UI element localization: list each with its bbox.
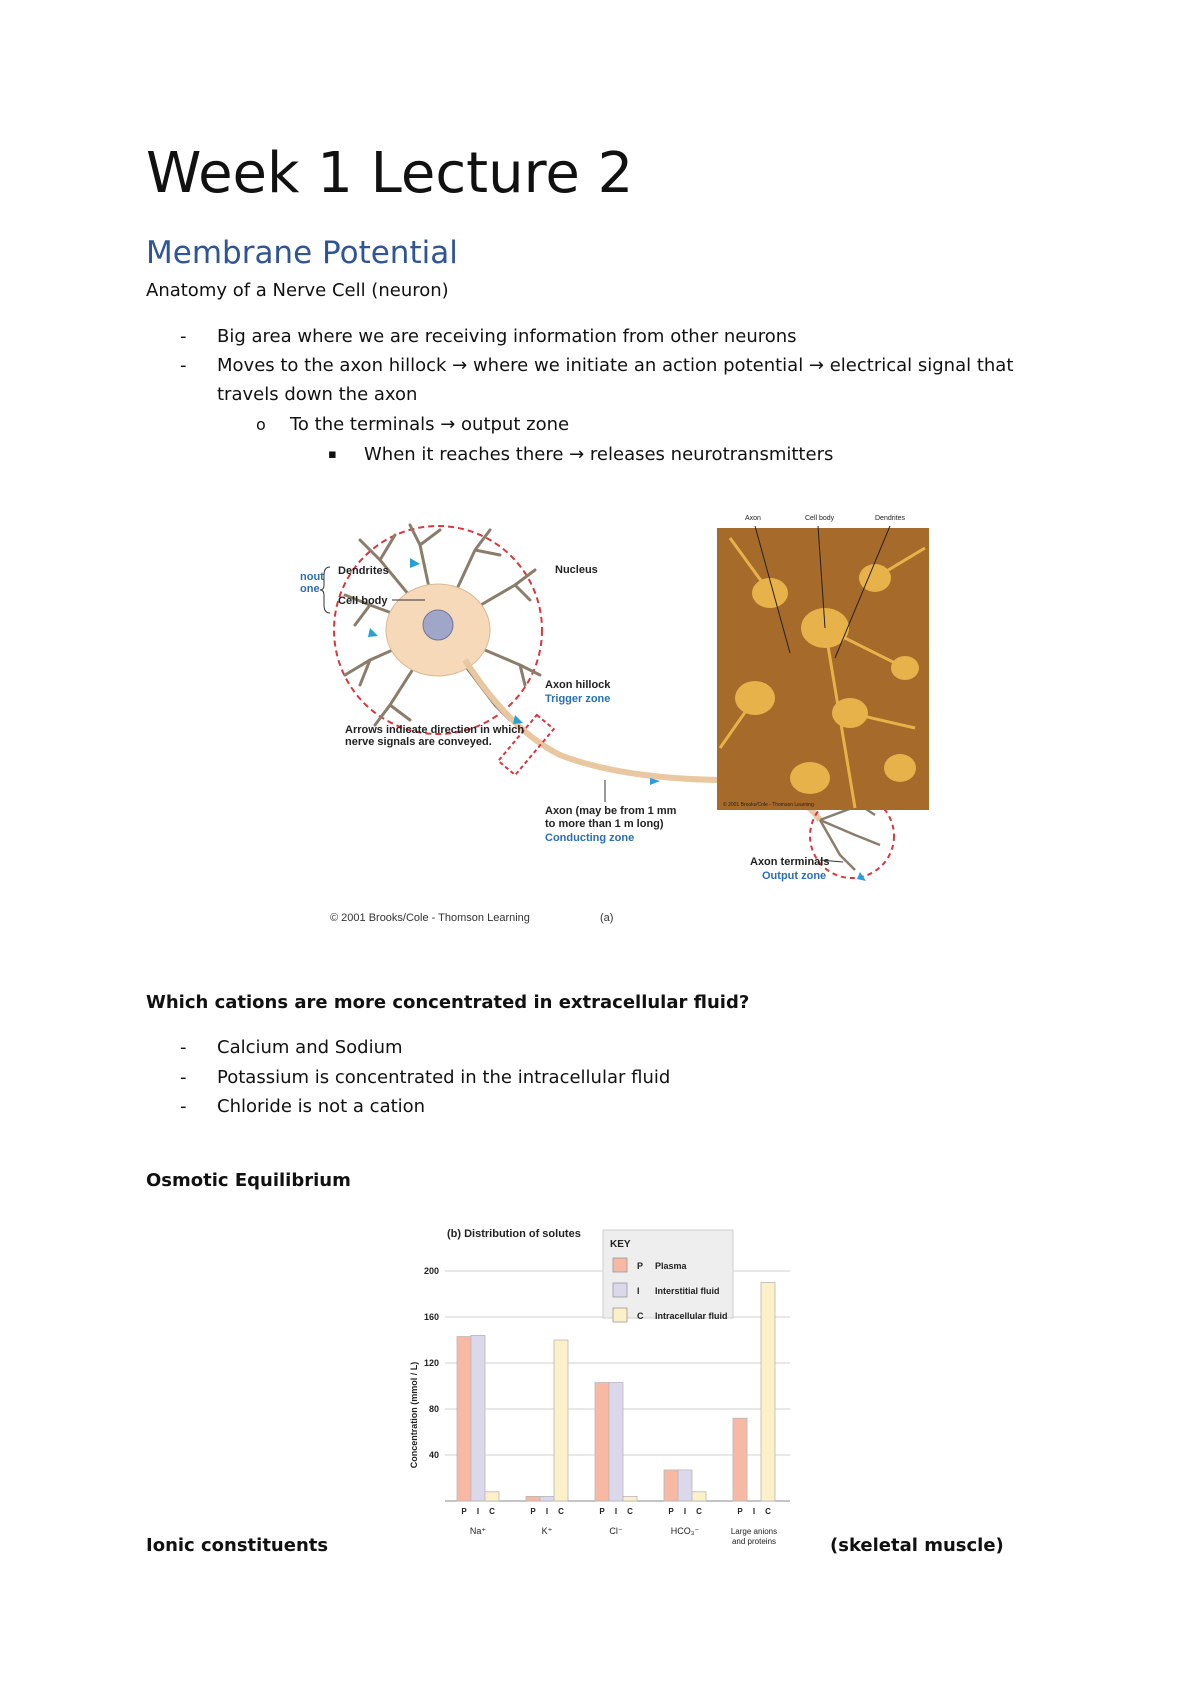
answer-text: Calcium and Sodium (217, 1037, 403, 1058)
axon-terminals-label: Axon terminals (750, 856, 830, 868)
axon-label-line2: to more than 1 m long) (545, 818, 664, 830)
bar-I-0 (471, 1335, 485, 1501)
bar-P-3 (664, 1470, 678, 1501)
y-tick-label: 40 (428, 1450, 439, 1460)
bar-P-1 (526, 1496, 540, 1501)
legend-swatch (613, 1283, 627, 1297)
bar-P-2 (595, 1383, 609, 1501)
y-tick-label: 160 (423, 1312, 439, 1322)
bar-C-3 (692, 1492, 706, 1501)
subheading: Anatomy of a Nerve Cell (neuron) (146, 280, 449, 301)
y-axis-label: Concentration (mmol / L) (409, 1361, 419, 1469)
bar-I-1 (540, 1496, 554, 1501)
bar-letter-label: P (461, 1507, 467, 1516)
cell-body-label: Cell body (338, 595, 388, 607)
input-zone-partial-label: nout (300, 571, 324, 583)
section-heading: Membrane Potential (146, 235, 458, 271)
bar-letter-label: C (627, 1507, 633, 1516)
y-tick-label: 200 (423, 1266, 439, 1276)
micrograph-axon-label: Axon (745, 515, 761, 522)
answer-text: Potassium is concentrated in the intracellular fluid (217, 1067, 671, 1088)
category-label: Na⁺ (469, 1526, 487, 1536)
bullet-circle-marker: o (256, 415, 266, 434)
axon-hillock-label: Axon hillock (545, 679, 611, 691)
output-zone-label: Output zone (762, 870, 827, 882)
micrograph-dendrites-label: Dendrites (875, 515, 905, 522)
bar-letter-label: P (668, 1507, 674, 1516)
category-label: HCO₃⁻ (670, 1526, 700, 1536)
ionic-constituents-label: Ionic constituents (146, 1535, 329, 1556)
sub-bullet-text: To the terminals → output zone (290, 414, 570, 435)
category-label: K⁺ (541, 1526, 553, 1536)
nucleus-label: Nucleus (555, 564, 598, 576)
legend-swatch (613, 1258, 627, 1272)
legend-key: C (637, 1311, 644, 1321)
neuron-micrograph (715, 508, 935, 818)
legend-label: Plasma (655, 1261, 687, 1271)
bar-letter-label: C (558, 1507, 564, 1516)
legend-title: KEY (610, 1239, 631, 1250)
bar-C-2 (623, 1496, 637, 1501)
answer-text: Chloride is not a cation (217, 1096, 426, 1117)
arrows-note-line2: nerve signals are conveyed. (345, 736, 492, 748)
trigger-zone-label: Trigger zone (545, 693, 611, 705)
bullet-dash-marker: - (180, 355, 187, 376)
micrograph-cell-body-label: Cell body (805, 515, 835, 522)
legend-label: Interstitial fluid (655, 1286, 720, 1296)
question-heading: Which cations are more concentrated in extracellular fluid? (146, 992, 750, 1013)
legend-key: I (637, 1286, 640, 1296)
osmotic-heading: Osmotic Equilibrium (146, 1170, 351, 1191)
bar-letter-label: C (765, 1507, 771, 1516)
bar-letter-label: I (614, 1507, 618, 1516)
bullet-dash-marker: - (180, 326, 187, 347)
bar-letter-label: I (476, 1507, 480, 1516)
input-zone-partial-label: one (300, 583, 320, 595)
legend-label: Intracellular fluid (655, 1311, 728, 1321)
sub-sub-bullet-text: When it reaches there → releases neurotransmitters (364, 444, 834, 465)
arrows-note-line1: Arrows indicate direction in which (345, 724, 525, 736)
panel-label: (a) (600, 912, 614, 924)
bullet-dash-marker: - (180, 1037, 187, 1058)
y-tick-label: 80 (428, 1404, 439, 1414)
page-title: Week 1 Lecture 2 (146, 141, 634, 206)
bar-letter-label: I (683, 1507, 687, 1516)
solute-distribution-chart (405, 1225, 800, 1555)
figure-copyright: © 2001 Brooks/Cole - Thomson Learning (330, 912, 530, 924)
bar-letter-label: C (489, 1507, 495, 1516)
bar-letter-label: C (696, 1507, 702, 1516)
bar-letter-label: I (545, 1507, 549, 1516)
bullet-text: Moves to the axon hillock → where we initiate an action potential → electrical signal that (217, 355, 1014, 376)
bar-P-0 (457, 1337, 471, 1501)
bar-letter-label: I (752, 1507, 756, 1516)
micrograph-copyright: © 2001 Brooks/Cole - Thomson Learning (723, 802, 814, 808)
bullet-text-continuation: travels down the axon (217, 384, 418, 405)
legend-key: P (637, 1261, 644, 1271)
bar-C-1 (554, 1340, 568, 1501)
category-label: and proteins (731, 1537, 777, 1546)
bar-letter-label: P (530, 1507, 536, 1516)
bullet-square-marker: ▪ (328, 447, 337, 462)
axon-label-line1: Axon (may be from 1 mm (545, 805, 677, 817)
chart-title: (b) Distribution of solutes (447, 1228, 581, 1240)
bar-C-0 (485, 1492, 499, 1501)
bullet-text: Big area where we are receiving information from other neurons (217, 326, 797, 347)
y-tick-label: 120 (423, 1358, 439, 1368)
bullet-dash-marker: - (180, 1096, 187, 1117)
bar-letter-label: P (737, 1507, 743, 1516)
bar-P-4 (733, 1418, 747, 1501)
skeletal-muscle-label: (skeletal muscle) (830, 1535, 1004, 1556)
bar-letter-label: P (599, 1507, 605, 1516)
dendrites-label: Dendrites (338, 565, 389, 577)
legend-swatch (613, 1308, 627, 1322)
bullet-dash-marker: - (180, 1067, 187, 1088)
bar-I-3 (678, 1470, 692, 1501)
nucleus-shape (423, 610, 453, 640)
bar-I-2 (609, 1383, 623, 1501)
category-label: Cl⁻ (609, 1526, 623, 1536)
conducting-zone-label: Conducting zone (545, 832, 635, 844)
bar-C-4 (761, 1283, 775, 1502)
category-label: Large anions (730, 1527, 778, 1536)
